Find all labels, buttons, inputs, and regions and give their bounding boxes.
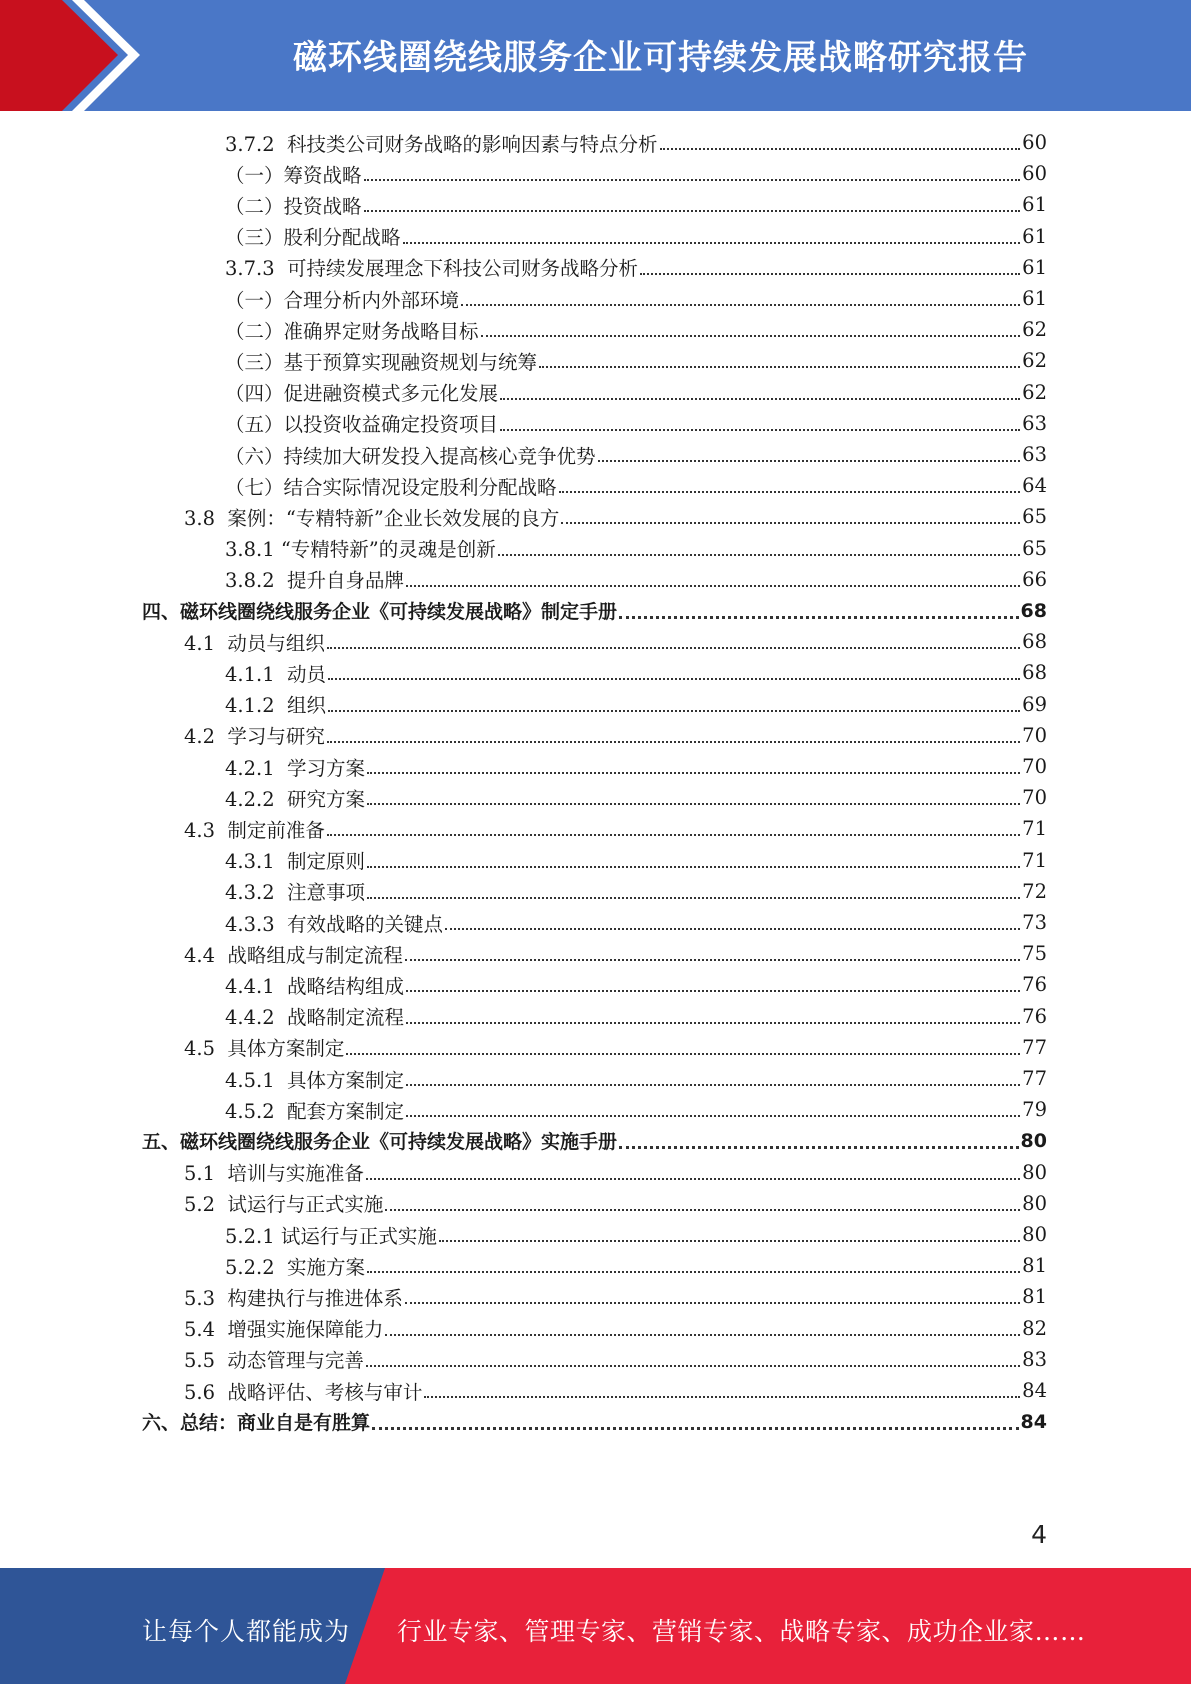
toc-entry[interactable] <box>225 470 1047 501</box>
toc-dot-leader <box>598 459 1021 462</box>
toc-entry[interactable] <box>184 720 1047 751</box>
toc-entry[interactable] <box>225 252 1047 283</box>
toc-entry-label: （二）准确界定财务战略目标 <box>225 319 479 343</box>
toc-entry-label: 3.8.2 提升自身品牌 <box>225 569 405 593</box>
toc-entry-page: 68 <box>1020 599 1047 622</box>
toc-entry-page: 76 <box>1022 1004 1047 1028</box>
page-footer <box>0 1568 1191 1684</box>
toc-entry-page: 63 <box>1022 411 1047 435</box>
toc-entry-page: 63 <box>1022 443 1047 466</box>
toc-entry-page: 84 <box>1022 1379 1047 1402</box>
toc-entry-page: 61 <box>1022 255 1047 279</box>
toc-dot-leader <box>364 178 1021 181</box>
toc-dot-leader <box>406 1083 1020 1086</box>
toc-entry[interactable] <box>184 501 1047 532</box>
toc-dot-leader <box>406 584 1020 587</box>
toc-dot-leader <box>406 1021 1020 1024</box>
toc-dot-leader <box>385 1333 1020 1336</box>
toc-entry-page: 80 <box>1022 1191 1047 1215</box>
toc-entry-label: （一）筹资战略 <box>225 163 362 187</box>
toc-entry[interactable] <box>142 595 1047 626</box>
toc-entry-page: 70 <box>1022 786 1047 810</box>
toc-dot-leader <box>346 1052 1020 1055</box>
toc-entry-label: （一）合理分析内外部环境 <box>225 288 460 312</box>
toc-dot-leader <box>559 490 1021 493</box>
toc-entry-page: 81 <box>1022 1254 1047 1278</box>
toc-dot-leader <box>385 1208 1020 1211</box>
toc-entry[interactable] <box>225 782 1047 813</box>
toc-entry-page: 72 <box>1022 879 1047 903</box>
toc-entry[interactable] <box>184 1375 1047 1406</box>
toc-entry-label: 3.8 案例：“专精特新”企业长效发展的良方 <box>184 506 560 530</box>
toc-dot-leader <box>461 303 1020 306</box>
toc-dot-leader <box>439 1239 1020 1242</box>
toc-dot-leader <box>660 147 1021 150</box>
toc-entry-page: 60 <box>1022 162 1047 186</box>
toc-entry-label: 5.6 战略评估、考核与审计 <box>184 1380 423 1404</box>
toc-entry[interactable] <box>225 377 1047 408</box>
toc-entry-label: 4.3.1 制定原则 <box>225 850 366 874</box>
toc-entry[interactable] <box>225 751 1047 782</box>
toc-entry[interactable] <box>184 1344 1047 1375</box>
toc-dot-leader <box>500 397 1020 400</box>
toc-entry[interactable] <box>225 127 1047 158</box>
toc-dot-leader <box>366 1177 1020 1180</box>
toc-entry[interactable] <box>225 876 1047 907</box>
toc-entry[interactable] <box>184 1032 1047 1063</box>
toc-entry[interactable] <box>142 1406 1047 1437</box>
toc-entry-page: 77 <box>1022 1035 1047 1059</box>
toc-entry-page: 80 <box>1022 1223 1047 1246</box>
page-number: 4 <box>1031 1520 1047 1549</box>
toc-entry-label: 5.1 培训与实施准备 <box>184 1162 364 1186</box>
toc-dot-leader <box>498 553 1020 556</box>
toc-entry-label: （五）以投资收益确定投资项目 <box>225 413 499 437</box>
toc-entry-label: （三）基于预算实现融资规划与统筹 <box>225 350 538 374</box>
header-arrow-decoration <box>0 0 150 111</box>
toc-entry-label: 5.4 增强实施保障能力 <box>184 1318 384 1342</box>
toc-entry[interactable] <box>184 1188 1047 1219</box>
toc-entry-page: 79 <box>1022 1098 1047 1122</box>
toc-dot-leader <box>327 833 1020 836</box>
toc-entry-label: 4.1.1 动员 <box>225 662 327 686</box>
toc-entry-page: 68 <box>1022 661 1047 685</box>
toc-entry[interactable] <box>184 1281 1047 1312</box>
toc-entry-page: 61 <box>1022 224 1047 248</box>
toc-entry-label: 4.1.2 组织 <box>225 694 327 718</box>
toc-entry[interactable] <box>225 564 1047 595</box>
footer-slogan-right: 行业专家、管理专家、营销专家、战略专家、成功企业家…… <box>397 1617 1086 1646</box>
toc-entry-label: 5.2.1 试运行与正式实施 <box>225 1224 437 1248</box>
toc-entry[interactable] <box>225 533 1047 564</box>
toc-entry-label: 4.4.1 战略结构组成 <box>225 974 405 998</box>
toc-entry-page: 77 <box>1022 1067 1047 1090</box>
toc-entry-page: 65 <box>1022 505 1047 529</box>
toc-entry-page: 75 <box>1022 942 1047 966</box>
toc-entry-page: 73 <box>1022 911 1047 934</box>
page-header <box>0 0 1191 111</box>
toc-dot-leader <box>481 334 1021 337</box>
toc-entry[interactable] <box>225 1063 1047 1094</box>
toc-entry-label: （六）持续加大研发投入提高核心竞争优势 <box>225 444 596 468</box>
toc-entry[interactable] <box>225 1250 1047 1281</box>
toc-dot-leader <box>372 1426 1019 1430</box>
report-title: 磁环线圈绕线服务企业可持续发展战略研究报告 <box>293 38 1028 78</box>
toc-dot-leader <box>539 365 1020 368</box>
toc-entry-page: 84 <box>1020 1410 1047 1433</box>
toc-entry-label: 4.5.1 具体方案制定 <box>225 1068 405 1092</box>
toc-entry[interactable] <box>225 283 1047 314</box>
toc-entry-page: 62 <box>1022 318 1047 342</box>
toc-entry[interactable] <box>225 221 1047 252</box>
toc-entry-label: 4.3.2 注意事项 <box>225 881 366 905</box>
toc-entry-page: 61 <box>1022 193 1047 217</box>
toc-dot-leader <box>406 1114 1020 1117</box>
toc-entry-label: 4.2.2 研究方案 <box>225 787 366 811</box>
toc-entry[interactable] <box>184 938 1047 969</box>
toc-dot-leader <box>328 709 1020 712</box>
toc-entry-label: （七）结合实际情况设定股利分配战略 <box>225 475 557 499</box>
toc-entry-page: 81 <box>1022 1285 1047 1309</box>
toc-entry-label: （三）股利分配战略 <box>225 226 401 250</box>
toc-entry[interactable] <box>225 314 1047 345</box>
toc-dot-leader <box>619 615 1019 619</box>
toc-dot-leader <box>403 241 1021 244</box>
toc-entry-label: 4.5 具体方案制定 <box>184 1037 345 1061</box>
toc-dot-leader <box>619 1145 1019 1149</box>
toc-entry[interactable] <box>225 345 1047 376</box>
toc-entry-label: 4.4 战略组成与制定流程 <box>184 943 403 967</box>
toc-entry-page: 62 <box>1022 380 1047 404</box>
toc-entry[interactable] <box>225 408 1047 439</box>
toc-entry-label: 5.2 试运行与正式实施 <box>184 1193 384 1217</box>
toc-entry-page: 65 <box>1022 536 1047 560</box>
toc-entry-label: 3.7.2 科技类公司财务战略的影响因素与特点分析 <box>225 132 658 156</box>
toc-entry[interactable] <box>225 907 1047 938</box>
toc-dot-leader <box>406 989 1020 992</box>
toc-entry[interactable] <box>225 439 1047 470</box>
toc-dot-leader <box>405 958 1020 961</box>
toc-entry[interactable] <box>225 189 1047 220</box>
toc-entry-page: 68 <box>1022 630 1047 654</box>
toc-entry-page: 83 <box>1022 1347 1047 1371</box>
toc-entry-page: 71 <box>1022 817 1047 841</box>
toc-entry-label: 4.3.3 有效战略的关键点 <box>225 912 444 936</box>
toc-entry-page: 64 <box>1022 474 1047 498</box>
toc-entry-page: 69 <box>1022 692 1047 716</box>
toc-entry-page: 82 <box>1022 1316 1047 1340</box>
toc-entry-label: 五、磁环线圈绕线服务企业《可持续发展战略》实施手册 <box>142 1131 618 1154</box>
toc-dot-leader <box>405 1301 1020 1304</box>
toc-entry-label: （四）促进融资模式多元化发展 <box>225 382 499 406</box>
toc-entry-label: 5.2.2 实施方案 <box>225 1255 366 1279</box>
toc-entry[interactable] <box>225 1219 1047 1250</box>
toc-dot-leader <box>327 646 1020 649</box>
toc-dot-leader <box>367 802 1020 805</box>
toc-entry-label: 4.2 学习与研究 <box>184 725 325 749</box>
toc-entry[interactable] <box>142 1125 1047 1156</box>
toc-dot-leader <box>366 1364 1020 1367</box>
toc-entry[interactable] <box>225 969 1047 1000</box>
toc-entry[interactable] <box>184 626 1047 657</box>
toc-entry-label: 4.2.1 学习方案 <box>225 756 366 780</box>
toc-entry-page: 66 <box>1022 567 1047 591</box>
toc-dot-leader <box>445 927 1020 930</box>
toc-entry-label: 4.3 制定前准备 <box>184 818 325 842</box>
toc-entry-label: 4.1 动员与组织 <box>184 631 325 655</box>
toc-entry-page: 70 <box>1022 723 1047 747</box>
toc-dot-leader <box>367 896 1020 899</box>
toc-entry-label: 5.5 动态管理与完善 <box>184 1349 364 1373</box>
toc-entry[interactable] <box>184 1157 1047 1188</box>
toc-entry[interactable] <box>225 1094 1047 1125</box>
toc-entry-page: 61 <box>1022 287 1047 310</box>
toc-entry-page: 71 <box>1022 848 1047 872</box>
toc-entry-label: 四、磁环线圈绕线服务企业《可持续发展战略》制定手册 <box>142 601 618 623</box>
toc-dot-leader <box>367 865 1020 868</box>
toc-entry[interactable] <box>225 1001 1047 1032</box>
toc-entry-label: 3.8.1 “专精特新”的灵魂是创新 <box>225 538 496 562</box>
toc-dot-leader <box>424 1395 1020 1398</box>
toc-dot-leader <box>367 771 1020 774</box>
toc-entry-label: 5.3 构建执行与推进体系 <box>184 1286 403 1310</box>
toc-entry-label: 4.5.2 配套方案制定 <box>225 1099 405 1123</box>
toc-dot-leader <box>561 521 1020 524</box>
toc-dot-leader <box>500 428 1020 431</box>
toc-entry[interactable] <box>225 689 1047 720</box>
footer-slogan-left: 让每个人都能成为 <box>142 1617 351 1646</box>
toc-dot-leader <box>327 740 1020 743</box>
toc-entry-label: 3.7.3 可持续发展理念下科技公司财务战略分析 <box>225 257 639 281</box>
toc-dot-leader <box>640 272 1020 275</box>
toc-entry-page: 80 <box>1020 1129 1047 1152</box>
toc-dot-leader <box>328 677 1020 680</box>
toc-entry[interactable] <box>225 158 1047 189</box>
toc-entry-page: 60 <box>1022 131 1047 154</box>
toc-entry-label: 六、总结：商业自是有胜算 <box>142 1412 371 1435</box>
toc-entry-page: 76 <box>1022 973 1047 997</box>
toc-dot-leader <box>367 1270 1020 1273</box>
toc-entry-page: 70 <box>1022 755 1047 778</box>
toc-entry[interactable] <box>225 845 1047 876</box>
toc-entry-label: （二）投资战略 <box>225 194 362 218</box>
toc-entry-page: 62 <box>1022 349 1047 373</box>
toc-entry-label: 4.4.2 战略制定流程 <box>225 1006 405 1030</box>
toc-entry[interactable] <box>225 657 1047 688</box>
toc-entry[interactable] <box>184 1313 1047 1344</box>
toc-entry[interactable] <box>184 813 1047 844</box>
toc-dot-leader <box>364 209 1021 212</box>
toc-entry-page: 80 <box>1022 1160 1047 1184</box>
